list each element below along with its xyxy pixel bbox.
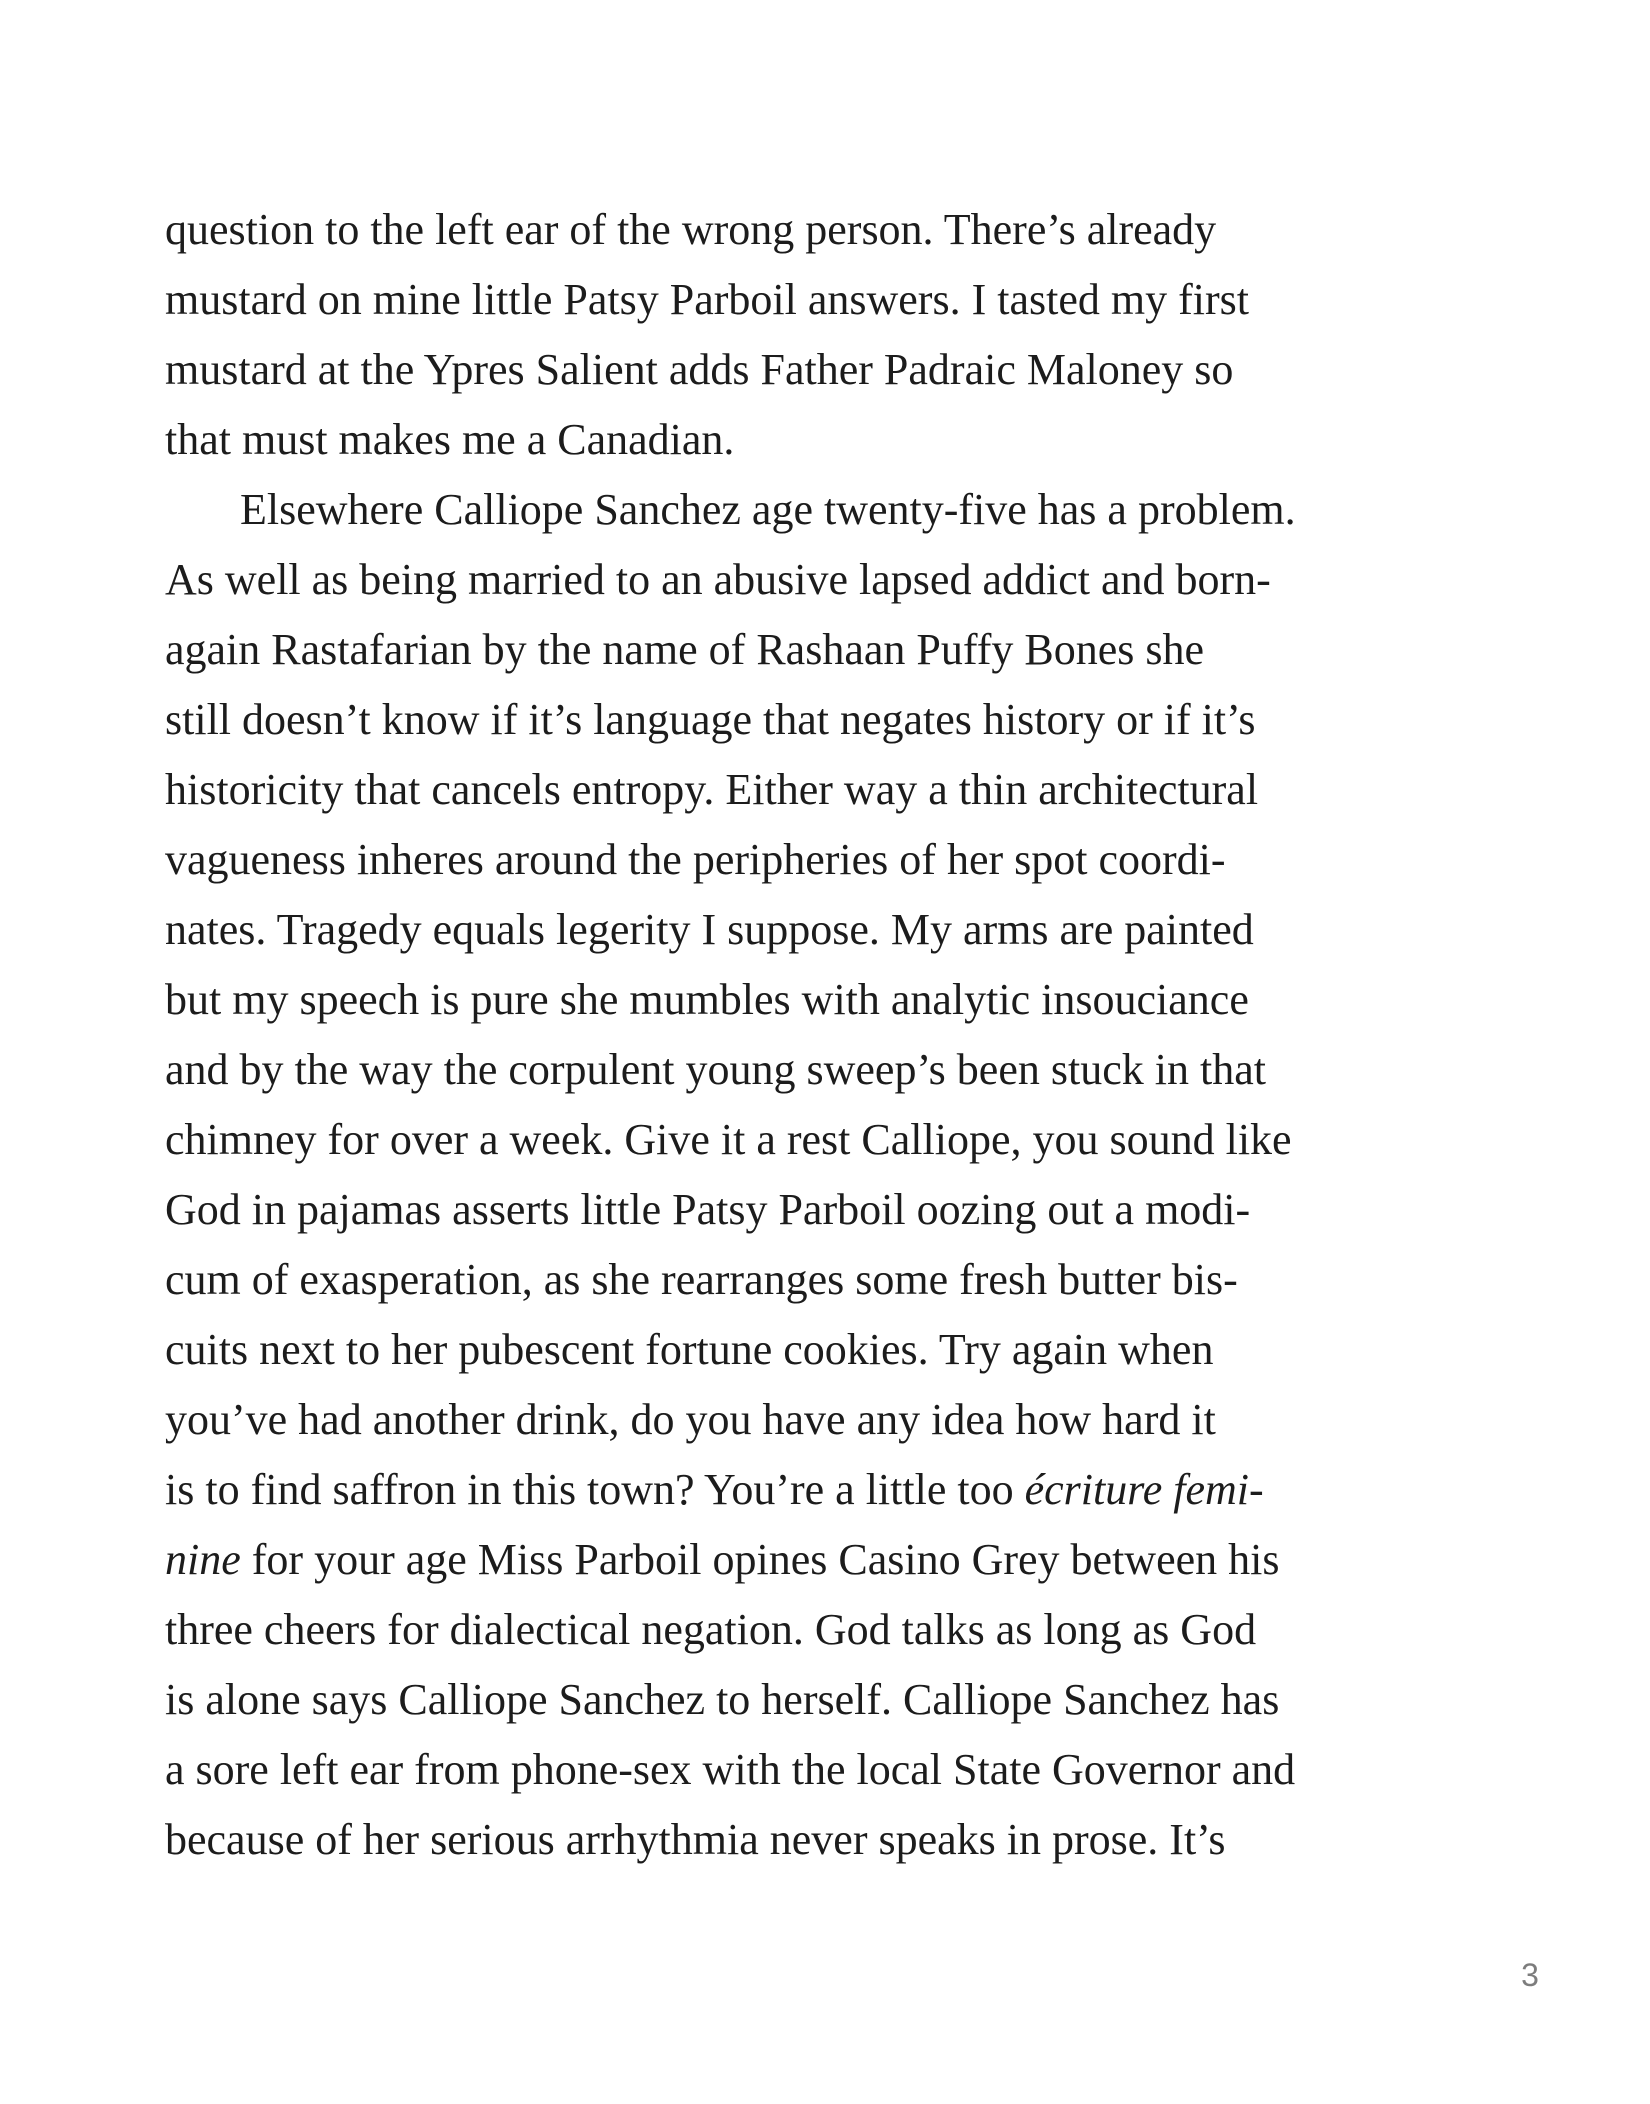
text-line: but my speech is pure she mumbles with analytic insouciance [165,975,1249,1024]
text-line: that must makes me a Canadian. [165,415,735,464]
text-line: because of her serious arrhythmia never speaks in prose. It’s [165,1815,1226,1864]
page-number: 3 [1521,1957,1539,1993]
text-line: nine for your age Miss Parboil opines Casino Grey between his [165,1535,1280,1584]
text-line: God in pajamas asserts little Patsy Parboil oozing out a modi- [165,1185,1251,1234]
text-line: mustard on mine little Patsy Parboil answers. I tasted my first [165,275,1249,324]
paragraph [165,475,1565,1875]
text-line: question to the left ear of the wrong person. There’s already [165,205,1217,254]
text-line: cum of exasperation, as she rearranges some fresh butter bis- [165,1255,1238,1304]
text-line: and by the way the corpulent young sweep’s been stuck in that [165,1045,1266,1094]
text-line: historicity that cancels entropy. Either way a thin architectural [165,765,1259,814]
text-line: As well as being married to an abusive lapsed addict and born- [165,555,1271,604]
text-line: a sore left ear from phone-sex with the local State Governor and [165,1745,1296,1794]
text-line: three cheers for dialectical negation. God talks as long as God [165,1605,1257,1654]
text-line: chimney for over a week. Give it a rest Calliope, you sound like [165,1115,1292,1164]
text-line: cuits next to her pubescent fortune cookies. Try again when [165,1325,1214,1374]
page-text-block [165,195,1565,1875]
text-line: nates. Tragedy equals legerity I suppose. My arms are painted [165,905,1254,954]
paragraph [165,195,1565,475]
text-line: again Rastafarian by the name of Rashaan Puffy Bones she [165,625,1205,674]
text-line: Elsewhere Calliope Sanchez age twenty-five has a problem. [240,485,1296,534]
text-line: you’ve had another drink, do you have any idea how hard it [165,1395,1216,1444]
text-line: vagueness inheres around the peripheries of her spot coordi- [165,835,1226,884]
italic-text: nine [165,1535,241,1584]
italic-text: écriture femi- [1024,1465,1264,1514]
text-line: is to find saffron in this town? You’re a little too écriture femi- [165,1465,1264,1514]
text-line: is alone says Calliope Sanchez to herself. Calliope Sanchez has [165,1675,1280,1724]
text-line: mustard at the Ypres Salient adds Father Padraic Maloney so [165,345,1234,394]
text-line: still doesn’t know if it’s language that negates history or if it’s [165,695,1256,744]
